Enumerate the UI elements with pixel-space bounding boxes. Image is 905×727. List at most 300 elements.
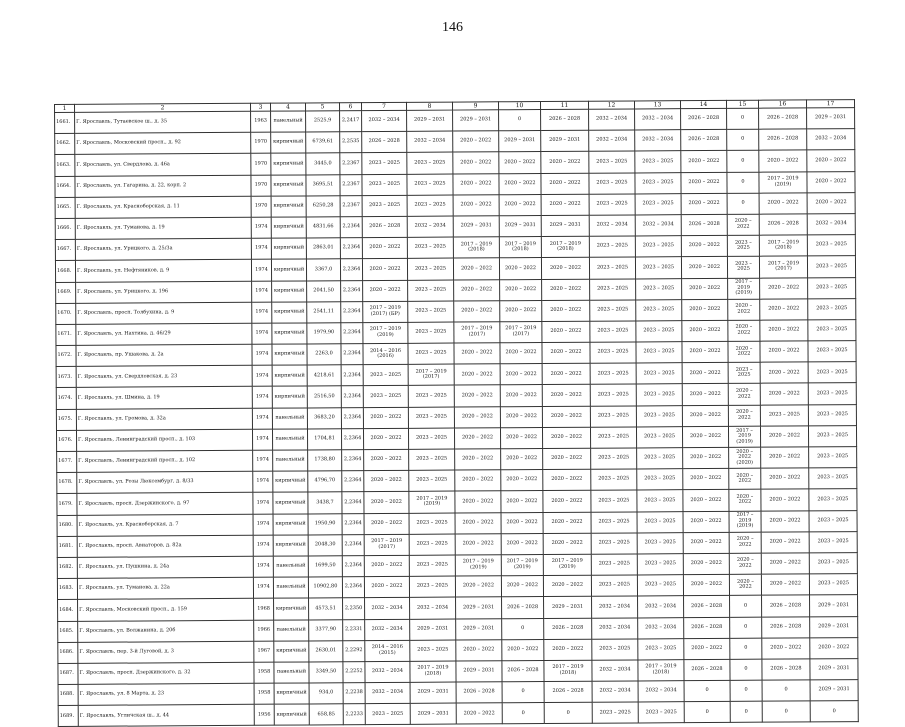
cell-works-period: 2020 – 2022 [500,427,542,448]
cell-works-period: 2020 – 2022 [500,406,542,427]
cell-cost-index: 2,2364 [342,513,364,534]
cell-area: 1704,81 [307,429,341,450]
cell-works-period: 2020 – 2022 [681,257,727,278]
cell-works-period: 2017 – 2019 (2017) [408,364,454,385]
cell-works-period: 2020 – 2022 [760,341,808,362]
cell-row-number: 1681. [57,536,77,557]
cell-area: 3438,7 [308,492,342,513]
cell-works-period: 2026 – 2028 [762,616,810,637]
cell-works-period: 2017 – 2019 (2019) [455,555,501,576]
cell-area: 2048,30 [308,534,342,555]
cell-works-period: 0 [684,702,730,723]
cell-works-period: 2023 – 2025 [635,236,681,257]
cell-works-period: 0 [727,193,759,214]
cell-cost-index: 2,2364 [341,407,363,428]
cell-works-period: 2023 – 2025 [808,319,856,340]
cell-area: 3683,20 [307,407,341,428]
cell-year-built: 1970 [251,132,271,153]
cell-works-period: 2020 – 2022 [729,553,761,574]
cell-works-period: 2020 – 2022 [759,150,807,171]
cell-works-period: 2020 – 2022 [454,279,500,300]
cell-cost-index: 2,2367 [340,174,362,195]
cell-works-period: 2023 – 2025 [809,510,857,531]
cell-address: Г. Ярославль, просп. Толбухина, д. 9 [76,302,252,324]
cell-works-period: 2017 – 2019 (2019) [759,171,807,192]
cell-works-period: 2020 – 2022 [683,532,729,553]
cell-year-built: 1956 [254,704,274,725]
cell-address: Г. Ярославль, Московский просп., д. 92 [75,132,251,154]
cell-cost-index: 2,2364 [340,259,362,280]
cell-area: 3695,51 [306,174,340,195]
cell-works-period: 2020 – 2022 [761,447,809,468]
cell-area: 1950,90 [308,513,342,534]
cell-works-period: 2023 – 2025 [636,405,682,426]
cell-works-period: 2020 – 2022 [501,449,543,470]
table-row [58,701,858,727]
cell-works-period: 2020 – 2022 [683,447,729,468]
cell-year-built: 1974 [253,535,273,556]
cell-wall-material: кирпичный [271,217,306,238]
cell-works-period: 2029 – 2031 [807,108,855,129]
cell-works-period: 2029 – 2031 [456,597,502,618]
cell-row-number: 1676. [56,430,76,451]
cell-works-period: 2020 – 2022 [682,278,728,299]
cell-works-period: 2032 – 2034 [592,596,638,617]
cell-works-period: 2023 – 2025 [590,384,636,405]
table-body [55,108,859,727]
cell-address: Г. Ярославль, ул. Туманова, д. 19 [75,217,251,239]
cell-works-period: 2032 – 2034 [807,129,855,150]
cell-area: 4796,70 [308,471,342,492]
cell-works-period: 2023 – 2025 [809,447,857,468]
cell-works-period: 2023 – 2025 [590,300,636,321]
cell-works-period: 2020 – 2022 [454,428,500,449]
cell-works-period: 0 [502,682,544,703]
cell-area: 1738,80 [308,450,342,471]
cell-works-period: 2023 – 2025 [636,278,682,299]
cell-area: 934,0 [309,683,343,704]
cell-works-period: 2026 – 2028 [762,659,810,680]
cell-works-period: 2017 – 2019 (2019) [728,278,760,299]
cell-works-period: 2020 – 2022 [542,300,590,321]
cell-works-period: 0 [730,638,762,659]
cell-address: Г. Ярославль, ул. Урицкого, д. 196 [76,281,252,303]
cell-works-period: 2023 – 2025 [635,172,681,193]
cell-year-built: 1970 [251,154,271,175]
cell-area: 6739,61 [306,132,340,153]
cell-works-period: 2020 – 2022 [502,639,544,660]
cell-works-period: 2020 – 2022 [760,320,808,341]
cell-works-period: 2023 – 2025 [808,298,856,319]
cell-works-period: 2032 – 2034 [638,681,684,702]
cell-works-period: 2023 – 2025 [808,362,856,383]
cell-works-period: 2020 – 2022 [761,532,809,553]
cell-works-period: 2020 – 2022 [455,576,501,597]
cell-works-period: 2023 – 2025 [636,342,682,363]
cell-wall-material: кирпичный [272,302,307,323]
cell-works-period: 2020 – 2022 [362,259,407,280]
cell-works-period: 2020 – 2022 [542,342,590,363]
cell-works-period: 2020 – 2022 [362,237,407,258]
cell-cost-index: 2,2233 [343,704,365,725]
cell-row-number: 1687. [58,663,78,684]
cell-works-period: 2017 – 2019 (2018) [499,237,541,258]
cell-cost-index: 2,2535 [340,132,362,153]
cell-works-period: 2026 – 2028 [759,108,807,129]
cell-works-period: 2020 – 2022 [728,384,760,405]
cell-works-period: 2029 – 2031 [407,110,453,131]
cell-works-period: 2023 – 2025 [408,343,454,364]
cell-works-period: 2023 – 2025 [407,174,453,195]
cell-works-period: 2023 – 2025 [591,533,637,554]
cell-works-period: 2020 – 2022 [542,427,590,448]
cell-row-number: 1686. [58,642,78,663]
cell-cost-index: 2,2364 [341,301,363,322]
cell-address: Г. Ярославль, просп. Дзержинского, д. 32 [78,662,254,684]
cell-works-period: 2020 – 2022 [543,512,591,533]
cell-works-period: 2020 – 2022 [454,343,500,364]
cell-works-period: 2020 – 2022 [729,532,761,553]
cell-year-built: 1974 [253,471,273,492]
cell-works-period: 2023 – 2025 [807,256,855,277]
cell-works-period: 2020 – 2022 [501,470,543,491]
cell-row-number: 1675. [56,409,76,430]
cell-works-period: 2020 – 2022 [682,426,728,447]
cell-area: 2525,9 [306,111,340,132]
cell-works-period: 2026 – 2028 [762,595,810,616]
cell-works-period: 2020 – 2022 [761,574,809,595]
cell-year-built: 1974 [253,556,273,577]
cell-address: Г. Ярославль, ул. Свердловская, д. 23 [76,366,252,388]
cell-works-period: 2017 – 2019 (2017) [454,322,500,343]
cell-works-period: 0 [499,110,541,131]
cell-works-period: 2029 – 2031 [541,130,589,151]
cell-works-period: 2023 – 2025 [591,512,637,533]
cell-area: 10902,80 [308,577,342,598]
cell-works-period: 0 [502,703,544,724]
cell-works-period: 2029 – 2031 [410,682,456,703]
cell-year-built: 1970 [251,175,271,196]
cell-wall-material: панельный [274,619,309,640]
cell-row-number: 1683. [57,578,77,599]
cell-cost-index: 2,2364 [341,365,363,386]
cell-works-period: 2032 – 2034 [365,598,410,619]
cell-works-period: 2020 – 2022 [453,195,499,216]
cell-works-period: 2020 – 2022 [363,280,408,301]
column-header: 1 [55,104,75,112]
cell-works-period: 0 [762,701,810,722]
cell-address: Г. Ярославль, ул. Красноборская, д. 11 [75,196,251,218]
cell-works-period: 2023 – 2025 [408,322,454,343]
cell-address: Г. Ярославль, ул. Свердлова, д. 46а [75,154,251,176]
cell-row-number: 1669. [56,282,76,303]
cell-works-period: 2029 – 2031 [499,131,541,152]
cell-works-period: 2023 – 2025 [407,152,453,173]
cell-area: 1699,50 [308,556,342,577]
cell-works-period: 2023 – 2025 [589,257,635,278]
cell-area: 2541,11 [307,301,341,322]
cell-works-period: 2017 – 2019 (2019) [363,322,408,343]
cell-works-period: 2032 – 2034 [365,619,410,640]
cell-works-period: 2020 – 2022 [682,405,728,426]
cell-cost-index: 2,2364 [340,217,362,238]
cell-wall-material: кирпичный [273,535,308,556]
cell-works-period: 2023 – 2025 [809,553,857,574]
cell-address: Г. Ярославль, Ленинградский просп., д. 102 [77,450,253,472]
cell-address: Г. Ярославль, пер. 3-й Луговой, д. 3 [78,641,254,663]
cell-works-period: 2020 – 2022 [363,428,408,449]
cell-works-period: 2020 – 2022 [499,152,541,173]
cell-works-period: 2020 – 2022 [499,173,541,194]
cell-works-period: 2023 – 2025 [809,489,857,510]
column-header: 17 [806,100,854,108]
cell-cost-index: 2,2364 [341,344,363,365]
cell-works-period: 0 [730,701,762,722]
cell-works-period: 0 [727,129,759,150]
page-number: 146 [442,20,463,35]
cell-works-period: 2023 – 2025 [592,702,638,723]
cell-works-period: 2023 – 2025 [590,342,636,363]
cell-wall-material: кирпичный [273,514,308,535]
cell-year-built: 1974 [253,514,273,535]
cell-works-period: 2020 – 2022 [760,277,808,298]
cell-works-period: 2020 – 2022 [454,364,500,385]
cell-works-period: 2020 – 2022 (2020) [729,447,761,468]
cell-works-period: 2023 – 2025 [636,363,682,384]
cell-works-period: 2020 – 2022 [455,534,501,555]
cell-cost-index: 2,2364 [342,577,364,598]
cell-works-period: 2023 – 2025 [589,151,635,172]
cell-works-period: 2020 – 2022 [454,406,500,427]
cell-works-period: 2023 – 2025 [638,638,684,659]
cell-row-number: 1680. [57,515,77,536]
cell-cost-index: 2,2350 [343,598,365,619]
cell-area: 2263,0 [307,344,341,365]
cell-works-period: 2023 – 2025 [808,425,856,446]
cell-works-period: 2020 – 2022 [455,470,501,491]
cell-wall-material: панельный [273,577,308,598]
cell-works-period: 2023 – 2025 [407,258,453,279]
cell-works-period: 2020 – 2022 [683,469,729,490]
cell-works-period: 2020 – 2022 [681,172,727,193]
cell-works-period: 2020 – 2022 [453,131,499,152]
cell-works-period: 2023 – 2025 [409,513,455,534]
cell-works-period: 2026 – 2028 [544,618,592,639]
cell-works-period: 2020 – 2022 [364,471,409,492]
cell-works-period: 2023 – 2025 [637,554,683,575]
cell-address: Г. Ярославль, ул. Туманова, д. 22а [77,577,253,599]
cell-address: Г. Ярославль, просп. Дзержинского, д. 97 [77,493,253,515]
cell-works-period: 2020 – 2022 [499,194,541,215]
cell-works-period: 2032 – 2034 [589,215,635,236]
cell-works-period: 2017 – 2019 (2018) [453,237,499,258]
cell-year-built: 1958 [254,683,274,704]
column-header: 7 [361,102,406,110]
cell-works-period: 2026 – 2028 [362,132,407,153]
cell-works-period: 2023 – 2025 [635,193,681,214]
housing-register-table [54,99,859,727]
cell-works-period: 2023 – 2025 [636,384,682,405]
cell-works-period: 2023 – 2025 [363,365,408,386]
cell-works-period: 2023 – 2025 [808,341,856,362]
cell-works-period: 2026 – 2028 [684,617,730,638]
cell-works-period: 2020 – 2022 [453,173,499,194]
cell-works-period: 2023 – 2025 [365,704,410,725]
cell-wall-material: кирпичный [274,598,309,619]
cell-wall-material: кирпичный [271,175,306,196]
cell-cost-index: 2,2417 [340,111,362,132]
cell-row-number: 1664. [55,176,75,197]
cell-works-period: 2029 – 2031 [810,616,858,637]
cell-row-number: 1672. [56,345,76,366]
cell-works-period: 2023 – 2025 [636,426,682,447]
cell-works-period: 2032 – 2034 [365,682,410,703]
cell-wall-material: кирпичный [272,344,307,365]
cell-year-built: 1974 [253,450,273,471]
cell-works-period: 2020 – 2022 [541,152,589,173]
cell-works-period: 2017 – 2019 (2019) [728,426,760,447]
cell-area: 2630,01 [309,640,343,661]
cell-works-period: 0 [810,701,858,722]
cell-works-period: 2023 – 2025 [636,299,682,320]
cell-area: 658,85 [309,704,343,725]
cell-row-number: 1663. [55,155,75,176]
cell-works-period: 2020 – 2022 [541,194,589,215]
cell-row-number: 1689. [58,706,78,727]
cell-cost-index: 2,2292 [343,640,365,661]
cell-works-period: 2020 – 2022 [453,152,499,173]
cell-works-period: 0 [730,617,762,638]
cell-works-period: 2017 – 2019 (2017) [500,321,542,342]
cell-area: 4831,66 [306,217,340,238]
cell-area: 4218,61 [307,365,341,386]
column-header: 11 [540,101,588,109]
cell-works-period: 2029 – 2031 [810,680,858,701]
cell-works-period: 2020 – 2022 [728,320,760,341]
cell-year-built: 1974 [252,365,272,386]
cell-works-period: 2020 – 2022 [681,193,727,214]
cell-works-period: 2029 – 2031 [810,595,858,616]
cell-works-period: 2023 – 2025 [637,575,683,596]
cell-area: 2041,50 [307,280,341,301]
cell-cost-index: 2,2364 [341,428,363,449]
cell-works-period: 2023 – 2025 [362,174,407,195]
cell-works-period: 2023 – 2025 [637,511,683,532]
cell-works-period: 2032 – 2034 [407,131,453,152]
cell-works-period: 2020 – 2022 [453,258,499,279]
cell-works-period: 2020 – 2022 [543,575,591,596]
cell-year-built: 1963 [251,111,271,132]
cell-works-period: 2020 – 2022 [454,300,500,321]
cell-works-period: 0 [762,680,810,701]
cell-area: 4573,51 [309,598,343,619]
cell-works-period: 2029 – 2031 [810,658,858,679]
cell-works-period: 2020 – 2022 [761,553,809,574]
cell-address: Г. Ярославль, Ленинградский просп., д. 103 [76,429,252,451]
cell-works-period: 2020 – 2022 [728,405,760,426]
cell-works-period: 2029 – 2031 [453,110,499,131]
cell-works-period: 2017 – 2019 (2017) [759,256,807,277]
cell-works-period: 2020 – 2022 [807,192,855,213]
cell-address: Г. Ярославль, Угличская ш., д. 44 [78,705,254,727]
cell-year-built: 1974 [252,323,272,344]
cell-year-built: 1958 [254,662,274,683]
cell-works-period: 2020 – 2022 [500,279,542,300]
cell-works-period: 2032 – 2034 [362,110,407,131]
cell-works-period: 2023 – 2025 [637,448,683,469]
column-header: 3 [250,103,270,111]
cell-cost-index: 2,2364 [342,556,364,577]
cell-year-built: 1974 [252,429,272,450]
cell-works-period: 2020 – 2022 [364,555,409,576]
cell-works-period: 2020 – 2022 [364,492,409,513]
cell-wall-material: кирпичный [271,259,306,280]
cell-cost-index: 2,2238 [343,683,365,704]
cell-works-period: 2020 – 2022 [500,300,542,321]
cell-works-period: 2020 – 2022 [542,279,590,300]
cell-works-period: 2026 – 2028 [759,129,807,150]
cell-works-period: 2023 – 2025 [591,554,637,575]
cell-works-period: 2020 – 2022 [681,236,727,257]
cell-year-built: 1968 [254,598,274,619]
cell-works-period: 2023 – 2025 [409,470,455,491]
cell-works-period: 2023 – 2025 [809,468,857,489]
cell-works-period: 2020 – 2022 [542,321,590,342]
cell-works-period: 2020 – 2022 [499,258,541,279]
cell-works-period: 2020 – 2022 [761,489,809,510]
cell-works-period: 2023 – 2025 [408,280,454,301]
cell-works-period: 2023 – 2025 [760,405,808,426]
cell-works-period: 2032 – 2034 [635,215,681,236]
cell-works-period: 0 [727,108,759,129]
cell-works-period: 2029 – 2031 [410,619,456,640]
cell-works-period: 2023 – 2025 [591,490,637,511]
cell-works-period: 2020 – 2022 [683,490,729,511]
cell-works-period: 2026 – 2028 [681,214,727,235]
cell-address: Г. Ярославль, ул. Волжанина, д. 20б [78,620,254,642]
cell-row-number: 1685. [58,621,78,642]
cell-works-period: 2023 – 2025 [362,195,407,216]
cell-area: 1979,90 [307,323,341,344]
cell-works-period: 0 [544,702,592,723]
cell-works-period: 2023 – 2025 [591,575,637,596]
cell-works-period: 2017 – 2019 (2018) [541,236,589,257]
cell-address: Г. Ярославль, ул. Нахтина, д. 46/29 [76,323,252,345]
cell-works-period: 2020 – 2022 [500,364,542,385]
cell-works-period: 2020 – 2022 [684,638,730,659]
cell-wall-material: кирпичный [272,386,307,407]
column-header: 14 [680,100,726,108]
cell-works-period: 2020 – 2022 [500,385,542,406]
cell-works-period: 2023 – 2025 [637,469,683,490]
cell-works-period: 2020 – 2022 [729,468,761,489]
cell-year-built: 1974 [252,281,272,302]
cell-works-period: 2020 – 2022 [728,299,760,320]
cell-cost-index: 2,2364 [341,322,363,343]
cell-works-period: 2017 – 2019 (2018) [544,660,592,681]
cell-works-period: 2020 – 2022 [807,150,855,171]
cell-works-period: 2020 – 2022 [501,512,543,533]
cell-works-period: 2020 – 2022 [682,341,728,362]
cell-wall-material: панельный [273,450,308,471]
cell-works-period: 2026 – 2028 [502,660,544,681]
cell-works-period: 2029 – 2031 [544,597,592,618]
cell-works-period: 2020 – 2022 [501,491,543,512]
cell-works-period: 2026 – 2028 [362,216,407,237]
cell-works-period: 2029 – 2031 [456,661,502,682]
cell-works-period: 2017 – 2019 (2019) [543,554,591,575]
cell-works-period: 2029 – 2031 [541,215,589,236]
